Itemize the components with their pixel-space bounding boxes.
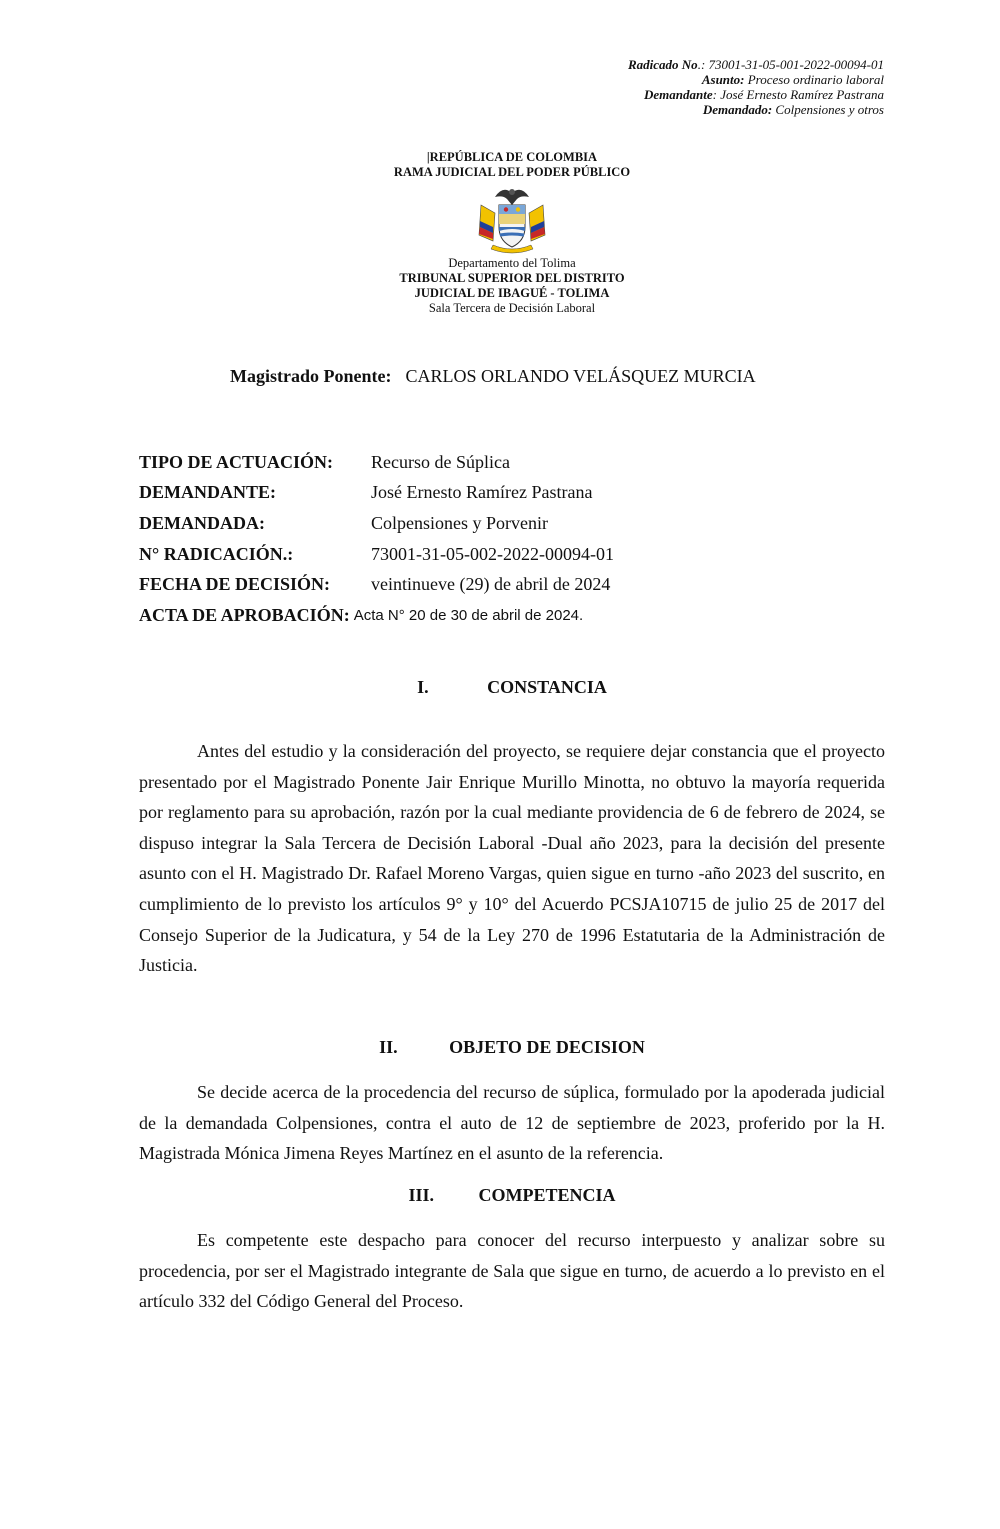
case-info-value: Colpensiones y Porvenir [371,512,548,533]
magistrado-ponente [230,366,756,387]
case-info-value: José Ernesto Ramírez Pastrana [371,482,593,503]
reference-block [628,57,884,117]
demandado-label: Demandado: [702,102,773,117]
radicado-line [628,57,884,72]
header-country: |REPÚBLICA DE COLOMBIA [426,150,598,164]
case-info-key: DEMANDADA: [139,512,265,533]
case-info-row [139,447,614,478]
case-info-row [139,600,614,631]
case-info-key: DEMANDANTE: [139,482,276,503]
case-info-value: Acta N° 20 de 30 de abril de 2024. [353,606,584,624]
case-info-value: 73001-31-05-002-2022-00094-01 [371,543,614,564]
case-info-key: FECHA DE DECISIÓN: [139,574,331,595]
section-number: I. [417,677,429,697]
case-info-value: Recurso de Súplica [371,451,510,472]
court-header-bottom [312,256,712,316]
ponente-label: Magistrado Ponente: [230,366,392,386]
section-paragraph: Es competente este despacho para conocer del recurso interpuesto y analizar sobre su procedencia, por ser el Magistrado integrante de Sala que sigue en turno, de acuerdo a lo previsto en el artículo 332 del Código General del Proceso. [139,1230,885,1312]
case-info-row [139,478,614,509]
section-title: CONSTANCIA [487,677,607,697]
ponente-name: CARLOS ORLANDO VELÁSQUEZ MURCIA [405,366,756,386]
demandante-line [628,87,884,102]
header-tribunal: TRIBUNAL SUPERIOR DEL DISTRITO [399,271,625,285]
demandante-value: : José Ernesto Ramírez Pastrana [712,87,884,102]
asunto-value: Proceso ordinario laboral [747,72,884,87]
asunto-label: Asunto: [701,72,745,87]
case-info-row [139,539,614,570]
demandado-value: Colpensiones y otros [775,102,884,117]
case-info-value: veintinueve (29) de abril de 2024 [371,574,611,595]
section-paragraph: Antes del estudio y la consideración del proyecto, se requiere dejar constancia que el proyecto presentado por el Magistrado Ponente Jair Enrique Murillo Minotta, no obtuvo la mayoría requerida por reglamento para su aprobación, razón por la cual mediante providencia de 6 de febrero de 2024, se dispuso integrar la Sala Tercera de Decisión Laboral -Dual año 2023, para la decisión del presente asunto con el H. Magistrado Dr. Rafael Moreno Vargas, quien sigue en turno -año 2023 del suscrito, en cumplimiento de lo previsto los artículos 9° y 10° del Acuerdo PCSJA10715 de julio 25 de 2017 del Consejo Superior de la Judicatura, y 54 de la Ley 270 de 1996 Estatutaria de la Administración de Justicia. [139,741,885,976]
header-branch: RAMA JUDICIAL DEL PODER PÚBLICO [393,165,631,179]
case-info-key: ACTA DE APROBACIÓN: [139,604,350,625]
demandado-line [628,102,884,117]
case-info-row [139,508,614,539]
demandante-label: Demandante [643,87,713,102]
section-number: II. [379,1037,398,1057]
section-paragraph: Se decide acerca de la procedencia del recurso de súplica, formulado por la apoderada judicial de la demandada Colpensiones, contra el auto de 12 de septiembre de 2023, proferido por la H. Magistrada Mónica Jimena Reyes Martínez en el asunto de la referencia. [139,1082,885,1164]
section-title: OBJETO DE DECISION [449,1037,645,1057]
header-chamber: Sala Tercera de Decisión Laboral [428,301,596,315]
section-heading [139,1185,885,1206]
case-info-key: N° RADICACIÓN.: [139,543,294,564]
section-heading [139,1037,885,1058]
radicado-value: .: 73001-31-05-001-2022-00094-01 [697,57,884,72]
section-title: COMPETENCIA [478,1185,616,1205]
header-district: JUDICIAL DE IBAGUÉ - TOLIMA [414,286,610,300]
radicado-label: Radicado No [627,57,698,72]
asunto-line [628,72,884,87]
case-info-key: TIPO DE ACTUACIÓN: [139,451,334,472]
section-number: III. [408,1185,434,1205]
header-department: Departamento del Tolima [448,256,576,270]
colombia-coat-of-arms-icon [473,183,551,255]
case-info-row [139,569,614,600]
case-info-table [139,447,614,631]
court-header-top [312,150,712,180]
section-heading [139,677,885,698]
